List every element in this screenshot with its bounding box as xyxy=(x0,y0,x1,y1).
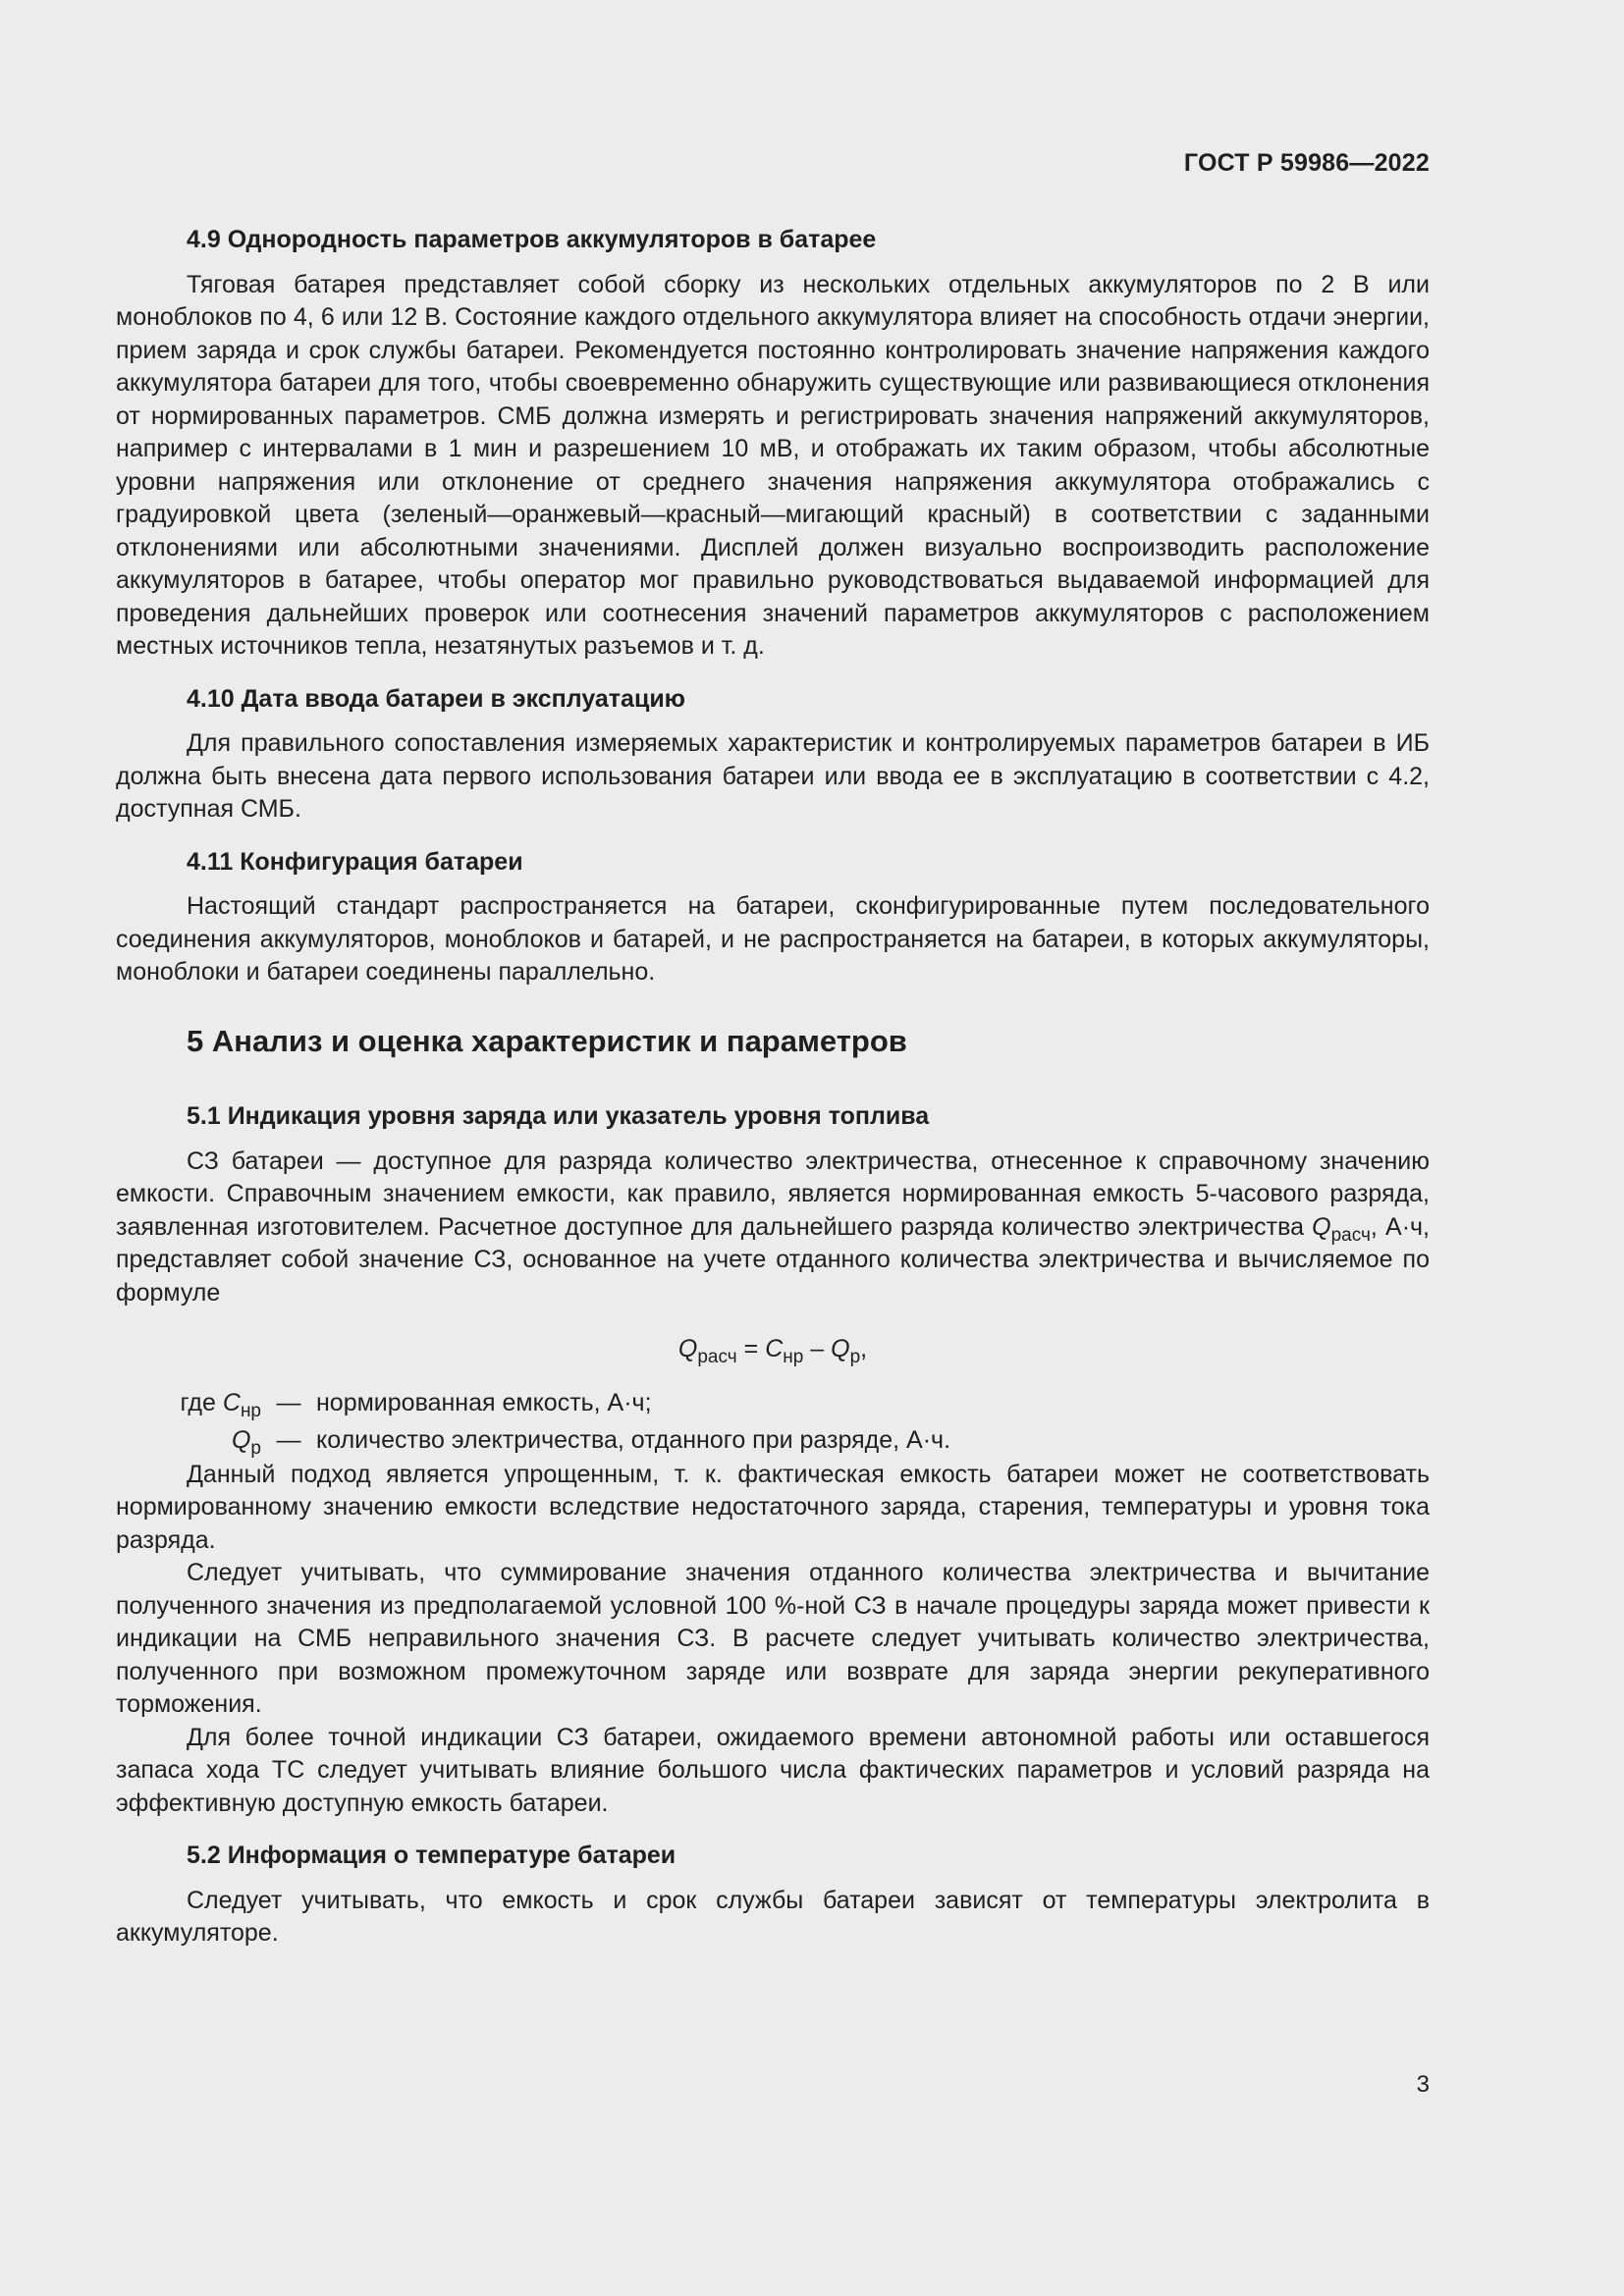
section-5-1-paragraph-3: Следует учитывать, что суммирование значения отданного количества электричества и вычитание полученного значения из предполагаемой условной 100 %-ной СЗ в начале процедуры заряда может привести к индикации на СМБ неправильного значения СЗ. В расчете следует учитывать количество электричества, полученного при возможном промежуточном заряде или возврате для заряда энергии рекуперативного торможения. xyxy=(116,1559,1430,1718)
section-4-9-heading: 4.9 Однородность параметров аккумуляторов в батарее xyxy=(187,226,877,253)
section-5-1-paragraph-1: СЗ батареи — доступное для разряда количество электричества, отнесенное к справочному значению емкости. Справочным значением емкости, как правило, является нормированная емкость 5-часового разряда, заявленная изготовителем. Расчетное доступное для дальнейшего разряда количество электричества $Q_{расч}$, А·ч, представляет собой значение СЗ, основанное на учете отданного количества электричества и вычисляемое по формуле xyxy=(116,1147,1430,1307)
section-5-1-paragraph-2: Данный подход является упрощенным, т. к. фактическая емкость батареи может не соответствовать нормированному значению емкости вследствие недостаточного заряда, старения, температуры и уровня тока разряда. xyxy=(116,1460,1430,1554)
section-4-10-paragraph: Для правильного сопоставления измеряемых характеристик и контролируемых параметров батареи в ИБ должна быть внесена дата первого использования батареи или ввода ее в эксплуатацию в соответствии с 4.2, доступная СМБ. xyxy=(116,729,1430,823)
section-4-10-heading: 4.10 Дата ввода батареи в эксплуатацию xyxy=(187,684,686,713)
section-5-1-paragraph-4: Для более точной индикации СЗ батареи, ожидаемого времени автономной работы или оставшегося запаса хода ТС следует учитывать влияние большого числа фактических параметров и условий разряда на эффективную доступную емкость батареи. xyxy=(116,1723,1430,1817)
formula: $Q_{расч} = C_{нр} - Q_р$, xyxy=(677,1335,868,1367)
q-symbol: Q xyxy=(1312,1212,1331,1241)
page-number: 3 xyxy=(1416,2071,1430,2098)
document-code: ГОСТ Р 59986—2022 xyxy=(1183,149,1430,177)
section-4-11-heading: 4.11 Конфигурация батареи xyxy=(187,847,523,876)
chapter-5-heading: 5 Анализ и оценка характеристик и параметров xyxy=(187,1023,907,1058)
section-5-1-heading: 5.1 Индикация уровня заряда или указатель уровня топлива xyxy=(187,1102,930,1130)
section-5-2-heading: 5.2 Информация о температуре батареи xyxy=(187,1842,677,1869)
section-4-11-paragraph: Настоящий стандарт распространяется на батареи, сконфигурированные путем последовательного соединения аккумуляторов, моноблоков и батарей, и не распространяется на батареи, в которых аккумуляторы, моноблоки и батареи соединены параллельно. xyxy=(116,892,1430,986)
section-5-2-paragraph: Следует учитывать, что емкость и срок службы батареи зависят от температуры электролита в аккумуляторе. xyxy=(116,1886,1430,1947)
document-body xyxy=(116,224,1430,1950)
section-4-9-paragraph: Тяговая батарея представляет собой сборку из нескольких отдельных аккумуляторов по 2 В или моноблоков по 4, 6 или 12 В. Состояние каждого отдельного аккумулятора влияет на способность отдачи энергии, прием заряда и срок службы батареи. Рекомендуется постоянно контролировать значение напряжения каждого аккумулятора батареи для того, чтобы своевременно обнаружить существующие или развивающиеся отклонения от нормированных параметров. СМБ должна измерять и регистрировать значения напряжений аккумуляторов, например с интервалами в 1 мин и разрешением 10 мВ, и отображать их таким образом, чтобы абсолютные уровни напряжения или отклонение от среднего значения напряжения аккумулятора отображались с градуировкой цвета (зеленый—оранжевый—красный—мигающий красный) в соответствии с заданными отклонениями или абсолютными значениями. Дисплей должен визуально воспроизводить расположение аккумуляторов в батарее, чтобы оператор мог правильно руководствоваться выдаваемой информацией для проведения дальнейших проверок или соотнесения значений параметров аккумуляторов с расположением местных источников тепла, незатянутых разъемов и т. д. xyxy=(116,270,1430,660)
where-row-1: где $C_{нр}$ — нормированная емкость, А·ч; xyxy=(180,1388,652,1421)
where-row-2: $Q_р$ — количество электричества, отданного при разряде, А·ч. xyxy=(231,1425,951,1459)
